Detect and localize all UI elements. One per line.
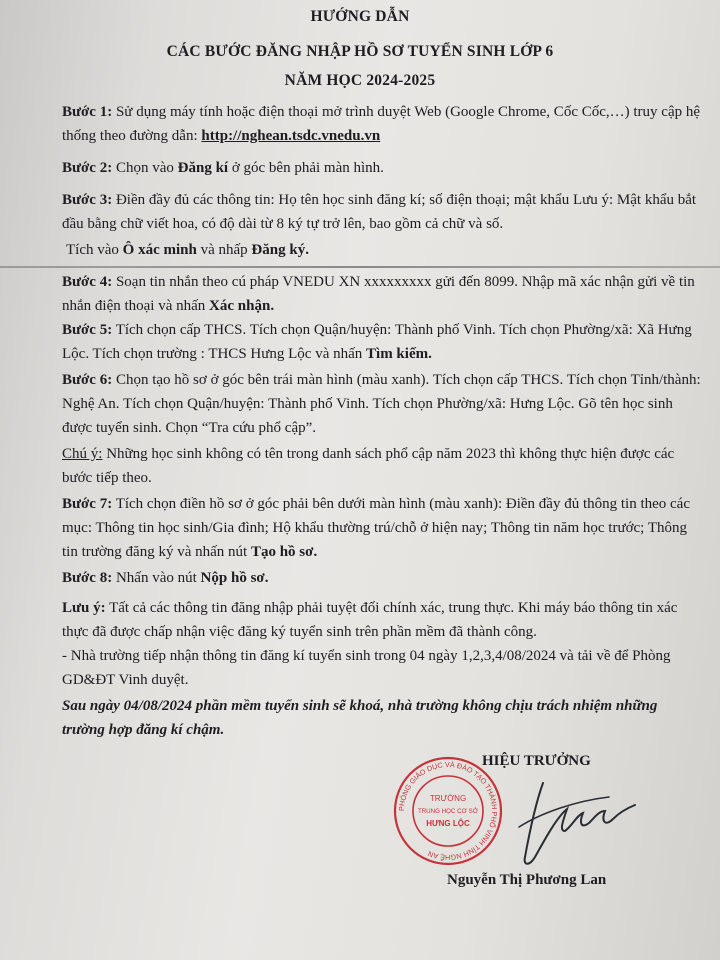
step-2-bold: Đăng kí <box>177 160 229 176</box>
step-3-label: Bước 3: <box>62 192 113 208</box>
school-note <box>62 644 702 692</box>
note <box>62 442 702 490</box>
step-4-bold: Xác nhận. <box>209 298 275 314</box>
step-6-text: Chọn tạo hồ sơ ở góc bên trái màn hình (màu xanh). Tích chọn cấp THCS. Tích chọn Tỉnh/thành: Nghệ An. Tích chọn Quận/huyện: Thành phố Vinh. Tích chọn Phường/xã: Hưng Lộc. Gõ tên học sinh được tuyển sinh. Chọn “Tra cứu phổ cập”. <box>62 372 701 436</box>
step-5 <box>62 318 702 366</box>
remark-label: Lưu ý: <box>62 600 106 616</box>
step-1-text: Sử dụng máy tính hoặc điện thoại mở trình duyệt Web (Google Chrome, Cốc Cốc,…) truy cập hệ thống theo đường dẫn: <box>62 104 701 144</box>
doc-heading-year: NĂM HỌC 2024-2025 <box>284 72 436 89</box>
step-7-text: Tích chọn điền hồ sơ ở góc phải bên dưới màn hình (màu xanh): Điền đầy đủ thông tin theo các mục: Thông tin học sinh/Gia đình; Hộ khẩu thường trú/chỗ ở hiện nay; Thông tin năm học trước; Thông tin trường đăng ký và nhấn nút <box>62 496 690 560</box>
stamp-line-3: HƯNG LỘC <box>426 819 470 828</box>
step-8-label: Bước 8: <box>62 570 113 586</box>
doc-heading-guide: HƯỚNG DẪN <box>310 8 410 25</box>
paper-fold-line <box>0 266 720 268</box>
step-4 <box>62 270 702 318</box>
step-2-text-b: ở góc bên phải màn hình. <box>228 160 384 176</box>
school-stamp <box>392 755 504 867</box>
step-5-label: Bước 5: <box>62 322 113 338</box>
step-7-label: Bước 7: <box>62 496 113 512</box>
step-6 <box>62 368 702 440</box>
principal-title: HIỆU TRƯỞNG <box>482 753 591 769</box>
school-note-text: - Nhà trường tiếp nhận thông tin đăng kí tuyển sinh trong 04 ngày 1,2,3,4/08/2024 và tải về để Phòng GD&ĐT Vinh duyệt. <box>62 648 671 688</box>
step-1 <box>62 100 702 148</box>
step-2-text-a: Chọn vào <box>112 160 178 176</box>
step-4-label: Bước 4: <box>62 274 113 290</box>
deadline-note <box>62 694 702 742</box>
step-7-bold: Tạo hồ sơ. <box>250 544 318 560</box>
step-1-label: Bước 1: <box>62 104 113 120</box>
step-3b-text-a: Tích vào <box>66 242 123 258</box>
stamp-line-1: TRƯỜNG <box>429 794 467 803</box>
doc-heading-main: CÁC BƯỚC ĐĂNG NHẬP HỒ SƠ TUYỂN SINH LỚP 6 <box>166 43 554 60</box>
principal-name: Nguyễn Thị Phương Lan <box>447 872 607 888</box>
step-3b-bold-b: Đăng ký. <box>251 242 309 258</box>
step-3 <box>62 188 702 236</box>
handwritten-signature <box>505 765 645 875</box>
step-3b-text-b: và nhấp <box>196 242 252 258</box>
stamp-line-2: TRUNG HỌC CƠ SỞ <box>417 808 479 815</box>
step-2 <box>62 156 702 180</box>
step-5-bold: Tìm kiếm. <box>366 346 432 362</box>
step-3-verify <box>66 238 706 262</box>
remark <box>62 596 702 644</box>
stamp-outer-text: PHÒNG GIÁO DỤC VÀ ĐÀO TẠO THÀNH PHỐ VINH TỈNH NGHỆ AN <box>396 759 500 863</box>
step-5-text: Tích chọn cấp THCS. Tích chọn Quận/huyện: Thành phố Vinh. Tích chọn Phường/xã: Xã Hưng Lộc. Tích chọn trường : THCS Hưng Lộc và nhấn <box>62 322 692 362</box>
step-6-label: Bước 6: <box>62 372 113 388</box>
step-4-text: Soạn tin nhắn theo cú pháp VNEDU XN xxxxxxxxx gửi đến 8099. Nhập mã xác nhận gửi về tin nhắn điện thoại và nhấn <box>62 274 695 314</box>
deadline-text: Sau ngày 04/08/2024 phần mềm tuyển sinh sẽ khoá, nhà trường không chịu trách nhiệm những trường hợp đăng kí chậm. <box>62 698 658 738</box>
step-1-link[interactable]: http://nghean.tsdc.vnedu.vn <box>201 128 381 144</box>
step-3-text: Điền đầy đủ các thông tin: Họ tên học sinh đăng kí; số điện thoại; mật khẩu Lưu ý: Mật khẩu bắt đầu bằng chữ viết hoa, có độ dài từ 8 ký tự trở lên, bao gồm cả chữ và số. <box>62 192 697 232</box>
step-8 <box>62 566 702 590</box>
step-3b-bold-a: Ô xác minh <box>122 242 197 258</box>
remark-text: Tất cả các thông tin đăng nhập phải tuyệt đối chính xác, trung thực. Khi máy báo thông tin xác thực đã được chấp nhận việc đăng ký tuyển sinh trên phần mềm đã thành công. <box>62 600 678 640</box>
note-text: Những học sinh không có tên trong danh sách phổ cập năm 2023 thì không thực hiện được các bước tiếp theo. <box>62 446 675 486</box>
step-8-bold: Nộp hồ sơ. <box>200 570 269 586</box>
step-7 <box>62 492 702 564</box>
step-2-label: Bước 2: <box>62 160 113 176</box>
step-8-text: Nhấn vào nút <box>112 570 201 586</box>
note-label: Chú ý: <box>62 446 103 462</box>
